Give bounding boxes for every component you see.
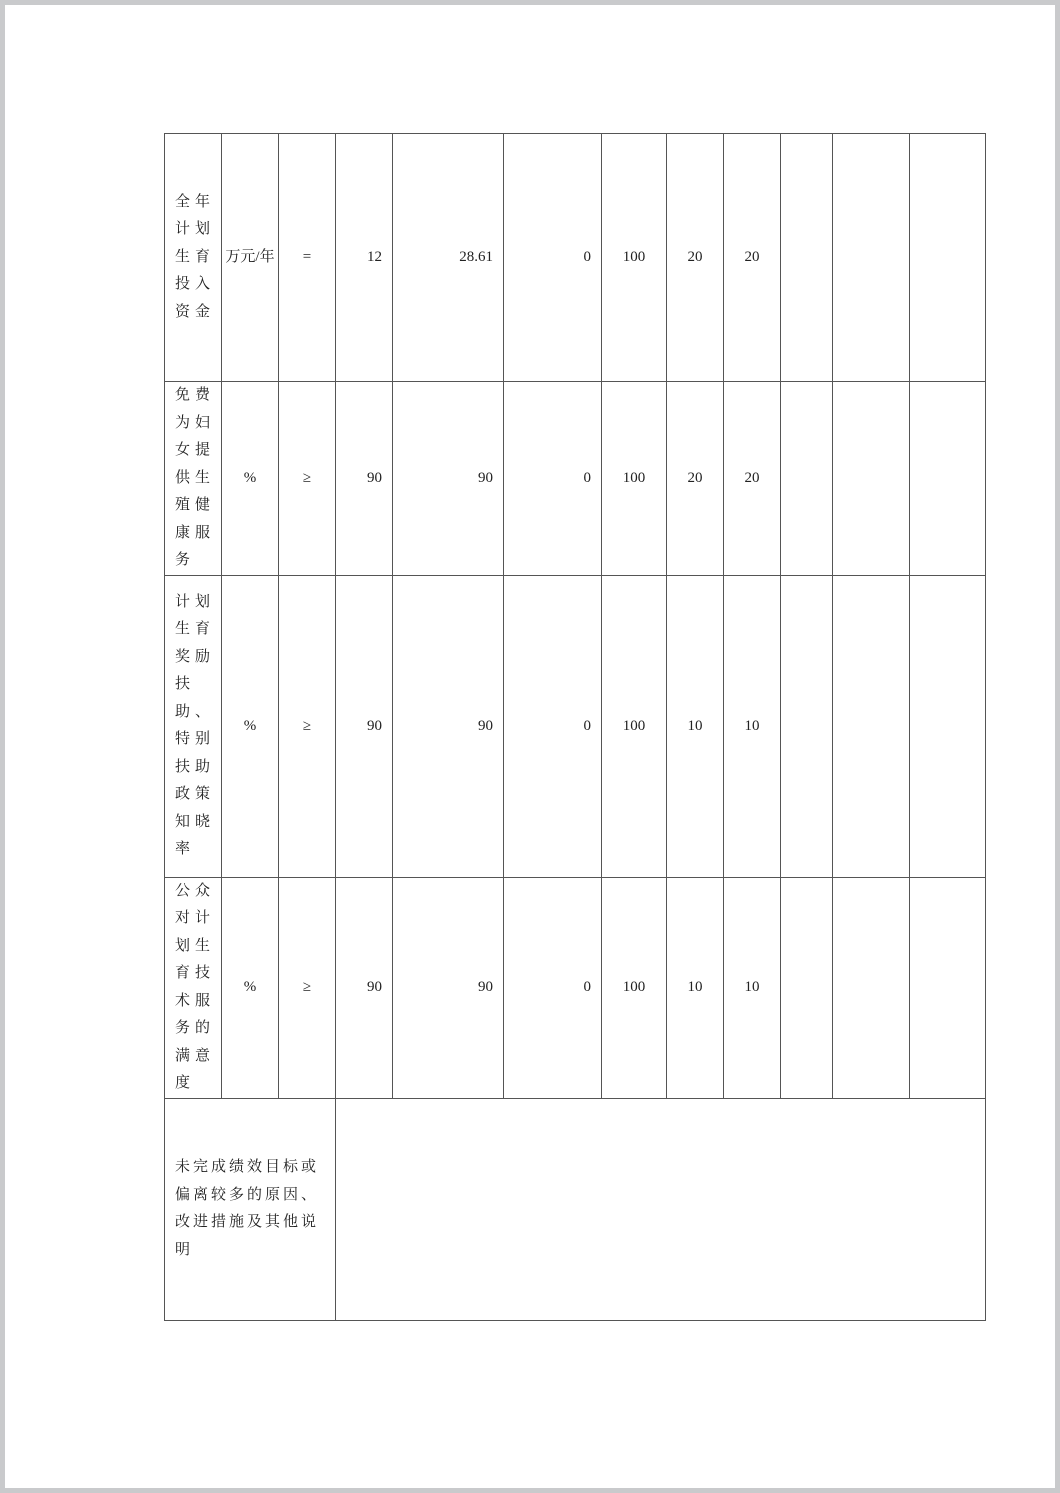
empty-cell: [781, 134, 833, 382]
deviation-value: 0: [504, 575, 602, 877]
indicator-name: 免费为妇女提供生殖健康服务: [165, 382, 222, 576]
deviation-value: 0: [504, 382, 602, 576]
indicator-unit: %: [222, 382, 279, 576]
note-label: 未完成绩效目标或偏离较多的原因、改进措施及其他说明: [165, 1098, 336, 1320]
score-value: 20: [724, 134, 781, 382]
weight-value: 10: [667, 877, 724, 1098]
score-value: 10: [724, 877, 781, 1098]
indicator-name: 全年计划生育投入资金: [165, 134, 222, 382]
weight-value: 20: [667, 134, 724, 382]
indicator-name: 计划生育奖励扶助、特别扶助政策知晓率: [165, 575, 222, 877]
completion-value: 100: [602, 877, 667, 1098]
actual-value: 28.61: [393, 134, 504, 382]
completion-value: 100: [602, 134, 667, 382]
note-content: [336, 1098, 986, 1320]
empty-cell: [910, 575, 986, 877]
comparison-operator: ≥: [279, 877, 336, 1098]
completion-value: 100: [602, 382, 667, 576]
indicator-unit: %: [222, 877, 279, 1098]
target-value: 90: [336, 575, 393, 877]
empty-cell: [781, 575, 833, 877]
score-value: 10: [724, 575, 781, 877]
empty-cell: [833, 575, 910, 877]
performance-table: [164, 133, 986, 1321]
deviation-value: 0: [504, 877, 602, 1098]
empty-cell: [910, 134, 986, 382]
actual-value: 90: [393, 575, 504, 877]
table-row: [165, 382, 986, 576]
weight-value: 20: [667, 382, 724, 576]
actual-value: 90: [393, 877, 504, 1098]
note-row: [165, 1098, 986, 1320]
empty-cell: [910, 877, 986, 1098]
comparison-operator: ≥: [279, 382, 336, 576]
comparison-operator: ≥: [279, 575, 336, 877]
indicator-unit: 万元/年: [222, 134, 279, 382]
document-page: [5, 5, 1055, 1488]
indicator-unit: %: [222, 575, 279, 877]
deviation-value: 0: [504, 134, 602, 382]
completion-value: 100: [602, 575, 667, 877]
comparison-operator: =: [279, 134, 336, 382]
table-row: [165, 134, 986, 382]
score-value: 20: [724, 382, 781, 576]
target-value: 90: [336, 382, 393, 576]
empty-cell: [910, 382, 986, 576]
empty-cell: [833, 134, 910, 382]
weight-value: 10: [667, 575, 724, 877]
target-value: 12: [336, 134, 393, 382]
empty-cell: [781, 877, 833, 1098]
target-value: 90: [336, 877, 393, 1098]
empty-cell: [781, 382, 833, 576]
actual-value: 90: [393, 382, 504, 576]
table-row: [165, 877, 986, 1098]
table-row: [165, 575, 986, 877]
empty-cell: [833, 382, 910, 576]
indicator-name: 公众对计划生育技术服务的满意度: [165, 877, 222, 1098]
empty-cell: [833, 877, 910, 1098]
